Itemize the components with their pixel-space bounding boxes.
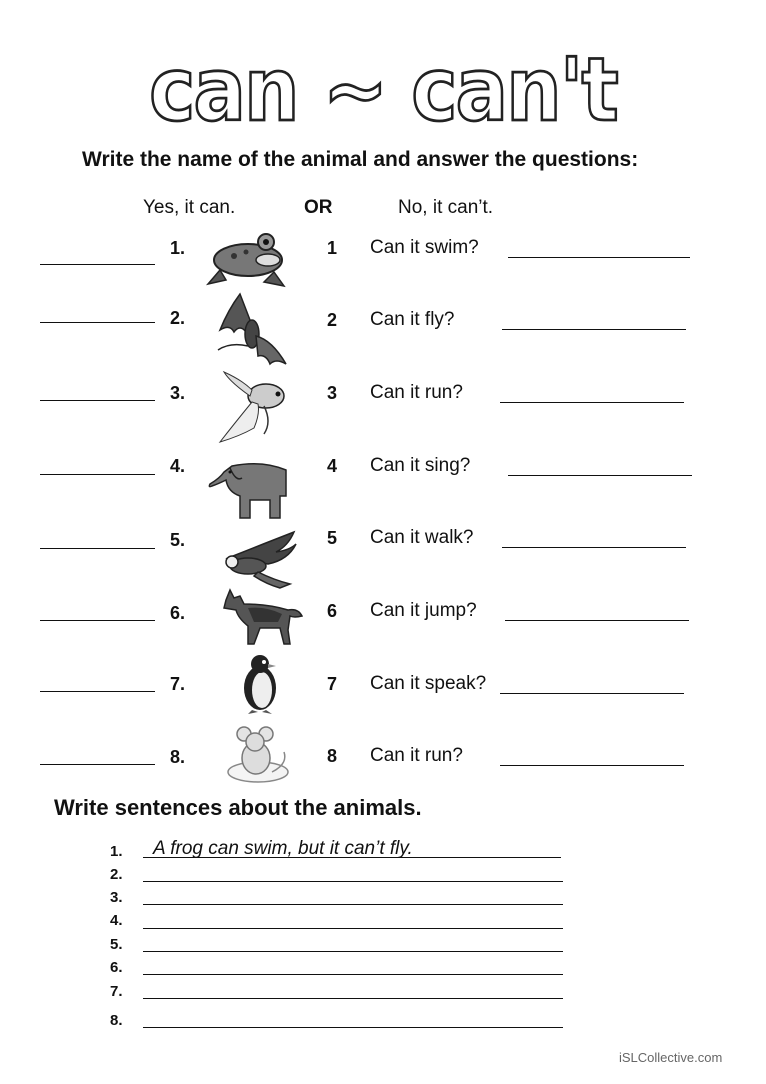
frog-picture [204,226,290,290]
answer-line[interactable] [502,329,686,330]
row-number: 1. [170,238,186,258]
sentence-number: 4. [110,912,123,929]
answer-line[interactable] [500,402,684,403]
answer-line[interactable] [500,693,684,694]
sentence-line[interactable] [143,1027,563,1028]
animal-name-line[interactable] [40,691,155,692]
question-number: 2 [327,310,338,330]
question-text: Can it fly? [370,309,455,330]
bat-picture [210,290,296,370]
sentence-line[interactable] [143,951,563,952]
animal-name-line[interactable] [40,400,155,401]
question-text: Can it jump? [370,600,477,621]
question-text: Can it run? [370,382,463,403]
question-text: Can it swim? [370,237,479,258]
animal-name-line[interactable] [40,322,155,323]
question-number: 3 [327,383,338,403]
elephant-picture [202,456,288,520]
row-number: 2. [170,308,186,328]
header-or: OR [304,197,333,218]
answer-line[interactable] [505,620,689,621]
sentence-number: 1. [110,843,123,860]
animal-name-line[interactable] [40,764,155,765]
answer-line[interactable] [508,257,690,258]
question-text: Can it speak? [370,673,487,694]
animal-name-line[interactable] [40,474,155,475]
question-text: Can it sing? [370,455,471,476]
sentence-line[interactable] [143,857,561,858]
question-text: Can it walk? [370,527,474,548]
answer-line[interactable] [508,475,692,476]
row-number: 5. [170,530,186,550]
sentence-line[interactable] [143,881,563,882]
sentence-number: 3. [110,889,123,906]
row-number: 7. [170,674,186,694]
penguin-picture [218,652,304,714]
question-number: 5 [327,528,338,548]
sentence-number: 6. [110,959,123,976]
sentence-line[interactable] [143,998,563,999]
eagle-picture [218,528,304,592]
row-number: 3. [170,383,186,403]
sentence-number: 5. [110,936,123,953]
question-number: 6 [327,601,338,621]
question-number: 1 [327,238,338,258]
site-watermark: iSLCollective.com [619,1050,723,1065]
sentence-line[interactable] [143,974,563,975]
fish-picture [214,368,300,448]
animal-name-line[interactable] [40,548,155,549]
header-yes: Yes, it can. [143,197,236,218]
question-number: 8 [327,746,338,766]
dog-picture [218,586,304,650]
answer-line[interactable] [502,547,686,548]
sentence-line[interactable] [143,904,563,905]
question-text: Can it run? [370,745,463,766]
instruction-heading: Write the name of the animal and answer the questions: [82,148,639,171]
header-no: No, it can’t. [398,197,494,218]
row-number: 8. [170,747,186,767]
row-number: 4. [170,456,186,476]
animal-name-line[interactable] [40,620,155,621]
sentence-number: 8. [110,1012,123,1029]
row-number: 6. [170,603,186,623]
sentence-number: 7. [110,983,123,1000]
sentence-number: 2. [110,866,123,883]
question-number: 7 [327,674,338,694]
animal-name-line[interactable] [40,264,155,265]
sentences-heading: Write sentences about the animals. [54,795,422,820]
question-number: 4 [327,456,338,476]
answer-line[interactable] [500,765,684,766]
worksheet-title: can ~ can't [149,40,617,142]
sentence-line[interactable] [143,928,563,929]
example-sentence: A frog can swim, but it can’t fly. [153,838,413,859]
mouse-picture [218,722,304,786]
